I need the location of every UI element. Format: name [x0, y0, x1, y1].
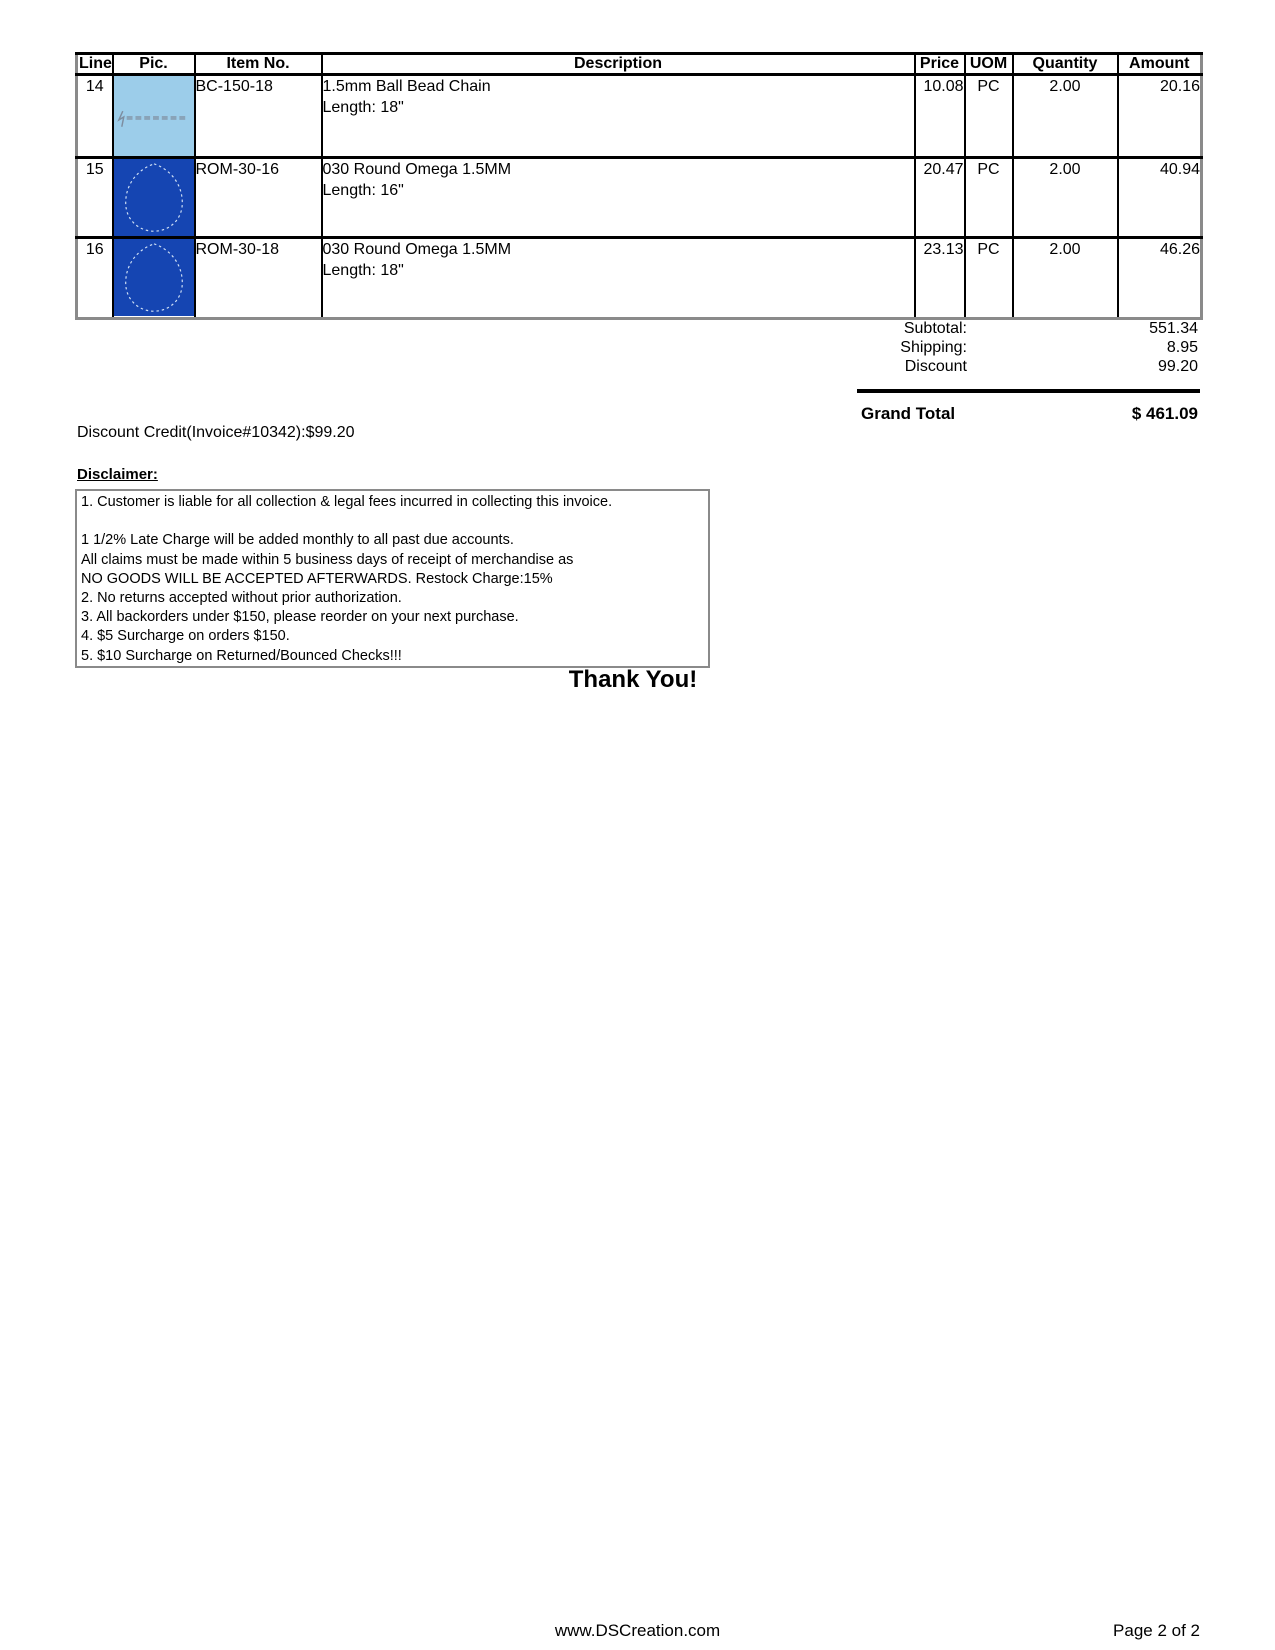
col-header-pic: Pic.: [113, 54, 195, 75]
line-item-table: [75, 52, 1203, 320]
table-row: [77, 75, 1202, 158]
subtotal-value: 551.34: [1149, 320, 1198, 337]
round-omega-photo: [114, 159, 194, 236]
line-number: 14: [77, 75, 113, 158]
col-header-amount: Amount: [1118, 54, 1202, 75]
description-line-2: Length: 18": [322, 262, 404, 280]
disclaimer-line: 1. Customer is liable for all collection & legal fees incurred in collecting this invoice.: [81, 494, 613, 510]
item-photo-cell: [113, 158, 195, 238]
item-amount: 40.94: [1118, 158, 1202, 238]
thank-you-text: Thank You!: [568, 666, 698, 693]
disclaimer-line: 5. $10 Surcharge on Returned/Bounced Checks!!!: [81, 647, 402, 664]
shipping-value: 8.95: [1166, 339, 1198, 356]
footer-page-number: Page 2 of 2: [1113, 1621, 1200, 1640]
col-header-price: Price: [915, 54, 965, 75]
subtotal-label: Subtotal:: [903, 320, 967, 337]
col-header-line: Line: [77, 54, 113, 75]
item-number: ROM-30-16: [195, 158, 322, 238]
item-uom: PC: [965, 75, 1013, 158]
item-quantity: 2.00: [1013, 75, 1118, 158]
subtotal-row: [75, 319, 1200, 338]
disclaimer-line: 4. $5 Surcharge on orders $150.: [81, 628, 290, 645]
item-number: BC-150-18: [195, 75, 322, 158]
item-amount: 20.16: [1118, 75, 1202, 158]
totals-section: [75, 319, 1200, 424]
description-line-2: Length: 16": [322, 182, 404, 199]
disclaimer-line: NO GOODS WILL BE ACCEPTED AFTERWARDS. Restock Charge:15%: [81, 570, 553, 587]
disclaimer-line: 1 1/2% Late Charge will be added monthly to all past due accounts.: [81, 532, 514, 549]
col-header-description: Description: [322, 54, 915, 75]
item-quantity: 2.00: [1013, 238, 1118, 319]
item-quantity: 2.00: [1013, 158, 1118, 238]
footer-website: www.DSCreation.com: [554, 1621, 721, 1640]
grand-total-divider: [857, 389, 1200, 393]
item-number: ROM-30-18: [195, 238, 322, 319]
grand-total-row: [75, 404, 1200, 424]
grand-total-value: $ 461.09: [1131, 404, 1198, 423]
table-row: [77, 158, 1202, 238]
description-line-1: 030 Round Omega 1.5MM: [322, 161, 512, 178]
shipping-label: Shipping:: [900, 339, 967, 356]
description-line-1: 1.5mm Ball Bead Chain: [322, 78, 491, 95]
item-price: 10.08: [915, 75, 965, 158]
table-header-row: [77, 54, 1202, 75]
item-description: [322, 75, 915, 158]
table-row: [77, 238, 1202, 319]
col-header-uom: UOM: [965, 54, 1013, 75]
description-line-2: Length: 18": [322, 99, 404, 116]
disclaimer-line: [81, 512, 706, 531]
item-photo-cell: [113, 238, 195, 319]
disclaimer-line: 2. No returns accepted without prior authorization.: [81, 590, 402, 606]
item-description: [322, 158, 915, 238]
line-number: 15: [77, 158, 113, 238]
discount-label: Discount: [904, 358, 967, 375]
item-uom: PC: [965, 158, 1013, 238]
disclaimer-box: [75, 489, 710, 668]
line-number: 16: [77, 238, 113, 319]
item-amount: 46.26: [1118, 238, 1202, 319]
disclaimer-heading: Disclaimer:: [77, 466, 158, 483]
item-uom: PC: [965, 238, 1013, 319]
item-price: 20.47: [915, 158, 965, 238]
discount-credit-note: Discount Credit(Invoice#10342):$99.20: [77, 424, 355, 441]
disclaimer-line: All claims must be made within 5 business days of receipt of merchandise as: [81, 551, 574, 568]
item-photo-cell: [113, 75, 195, 158]
item-price: 23.13: [915, 238, 965, 319]
item-description: [322, 238, 915, 319]
discount-row: [75, 357, 1200, 376]
grand-total-label: Grand Total: [861, 404, 956, 423]
col-header-quantity: Quantity: [1013, 54, 1118, 75]
shipping-row: [75, 338, 1200, 357]
round-omega-photo: [114, 239, 194, 316]
ball-bead-chain-photo: [114, 76, 194, 156]
discount-value: 99.20: [1157, 358, 1198, 375]
description-line-1: 030 Round Omega 1.5MM: [322, 241, 512, 259]
col-header-item-no: Item No.: [195, 54, 322, 75]
disclaimer-line: 3. All backorders under $150, please reorder on your next purchase.: [81, 609, 519, 626]
